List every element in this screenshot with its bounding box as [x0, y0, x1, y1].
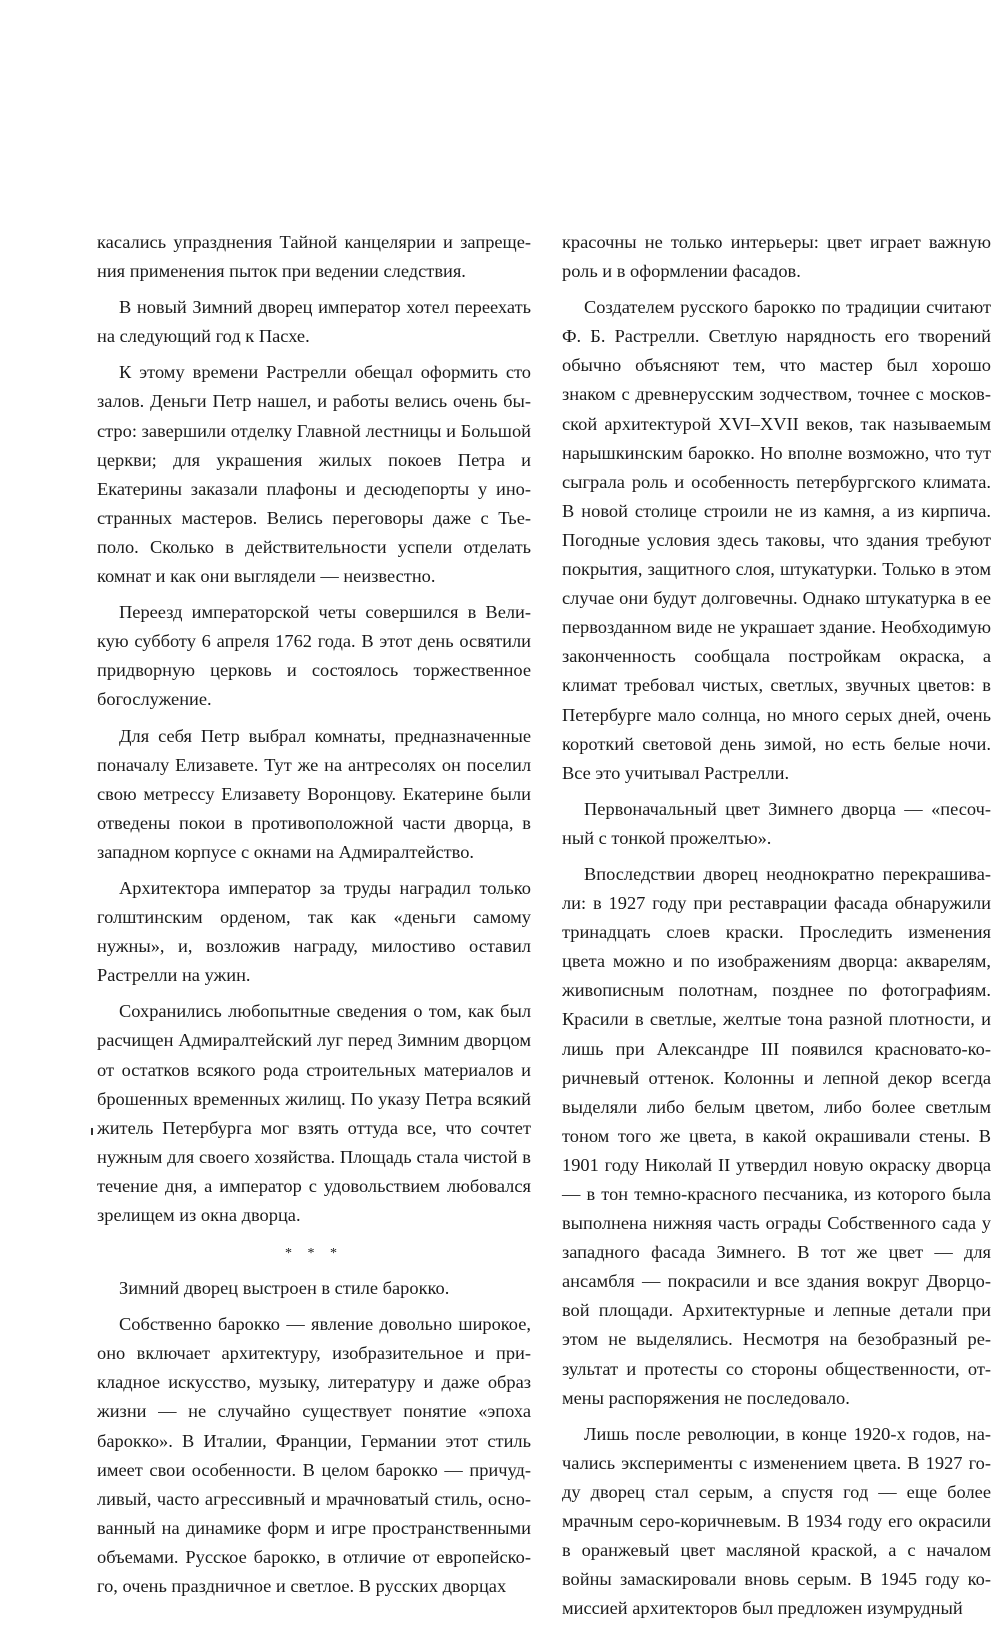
paragraph: Переезд императорской четы совершился в Великую субботу 6 апреля 1762 года. В этот день освятили придворную церковь и состоялось торжественное богослужение.	[97, 602, 531, 710]
paragraph: К этому времени Растрелли обещал оформить сто залов. Деньги Петр нашел, и работы велись очень быстро: завершили отделку Главной лестницы и Большой церкви; для украшения жилых покоев Петра и Екатерины заказали плафоны и десюдепорты у иностранных мастеров. Велись переговоры даже с Тьеполо. Сколько в действительности успели отделать комнат и как они выглядели — неизвестно.	[97, 362, 531, 587]
paragraph: Создателем русского барокко по традиции считают Ф. Б. Растрелли. Светлую нарядность его творений обычно объясняют тем, что мастер был хорошо знаком с древнерусским зодчеством, точнее с московской архитектурой XVI–XVII веков, так называемым нарышкинским барокко. Но вполне возможно, что тут сыграла роль и особенность петербургского климата. В новой столице строили не из камня, а из кирпича. Погодные условия здесь таковы, что здания требуют покрытия, защитного слоя, штукатурки. Только в этом случае они будут долговечны. Однако штукатурка в ее первозданном виде не украшает здание. Необходимую законченность сообщала постройкам окраска, а климат требовал чистых, светлых, звучных цветов: в Петербурге мало солнца, но много серых дней, очень короткий световой день зимой, но есть белые ночи. Все это учитывал Растрелли.	[562, 297, 991, 783]
paragraph: Лишь после революции, в конце 1920-х годов, начались эксперименты с изменением цвета. В 1927 году дворец стал серым, а спустя год — еще более мрачным серо-коричневым. В 1934 году его окрасили в оранжевый цвет масляной краской, а с началом войны замаскировали вновь серым. В 1945 году комиссией архитекторов был предложен изумрудный	[562, 1423, 991, 1619]
paragraph: Зимний дворец выстроен в стиле барокко.	[119, 1278, 450, 1299]
paragraph: В новый Зимний дворец император хотел переехать на следующий год к Пасхе.	[97, 297, 531, 347]
paragraph: Собственно барокко — явление довольно широкое, оно включает архитектуру, изобразительное и прикладное искусство, музыку, литературу и даже образ жизни — не случайно существует понятие «эпоха барокко». В Италии, Франции, Германии этот стиль имеет свои особенности. В целом барокко — причудливый, часто агрессивный и мрачноватый стиль, основанный на динамике форм и игре пространственными объемами. Русское барокко, в отличие от европейского, очень праздничное и светлое. В русских дворцах	[97, 1314, 531, 1597]
paragraph: Впоследствии дворец неоднократно перекрашивали: в 1927 году при реставрации фасада обнаружили тринадцать слоев краски. Проследить изменения цвета можно и по изображениям дворца: акварелям, живописным полотнам, позднее по фотографиям. Красили в светлые, желтые тона разной плотности, и лишь при Александре III появился красновато-коричневый оттенок. Колонны и лепной декор всегда выделяли либо белым цветом, либо более светлым тоном того же цвета, в какой окрашивали стены. В 1901 году Николай II утвердил новую окраску дворца — в тон темно-красного песчаника, из которого была выполнена нижняя часть ограды Собственного сада у западного фасада Зимнего. В тот же цвет — для ансамбля — покрасили и все здания вокруг Дворцовой площади. Архитектурные и лепные детали при этом не выделялись. Несмотря на безобразный результат и протесты со стороны общественности, отмены распоряжения не последовало.	[562, 863, 991, 1408]
paragraph: Архитектора император за труды наградил только голштинским орденом, так как «деньги самому нужны», и, возложив награду, милостиво оставил Растрелли на ужин.	[97, 877, 531, 986]
section-break: * * *	[285, 1246, 343, 1262]
left-column	[97, 228, 531, 1608]
right-column	[562, 228, 991, 1630]
paragraph: Для себя Петр выбрал комнаты, предназначенные поначалу Елизавете. Тут же на антресолях он поселил свою метрессу Елизавету Воронцову. Екатерине были отведены покои в противоположной части дворца, в западном корпусе с окнами на Адмиралтейство.	[97, 725, 531, 862]
paragraph: касались упразднения Тайной канцелярии и запрещения применения пыток при ведении следствия.	[97, 232, 531, 282]
paragraph: Сохранились любопытные сведения о том, как был расчищен Адмиралтейский луг перед Зимним дворцом от остатков всякого рода строительных материалов и брошенных временных жилищ. По указу Петра всякий житель Петербурга мог взять оттуда все, что сочтет нужным для своего хозяйства. Площадь стала чистой в течение дня, а император с удовольствием любовался зрелищем из окна дворца.	[97, 1001, 531, 1225]
paragraph: красочны не только интерьеры: цвет играет важную роль и в оформлении фасадов.	[562, 232, 991, 282]
paragraph: Первоначальный цвет Зимнего дворца — «песочный с тонкой прожелтью».	[562, 798, 991, 848]
scan-mark	[91, 1128, 93, 1135]
